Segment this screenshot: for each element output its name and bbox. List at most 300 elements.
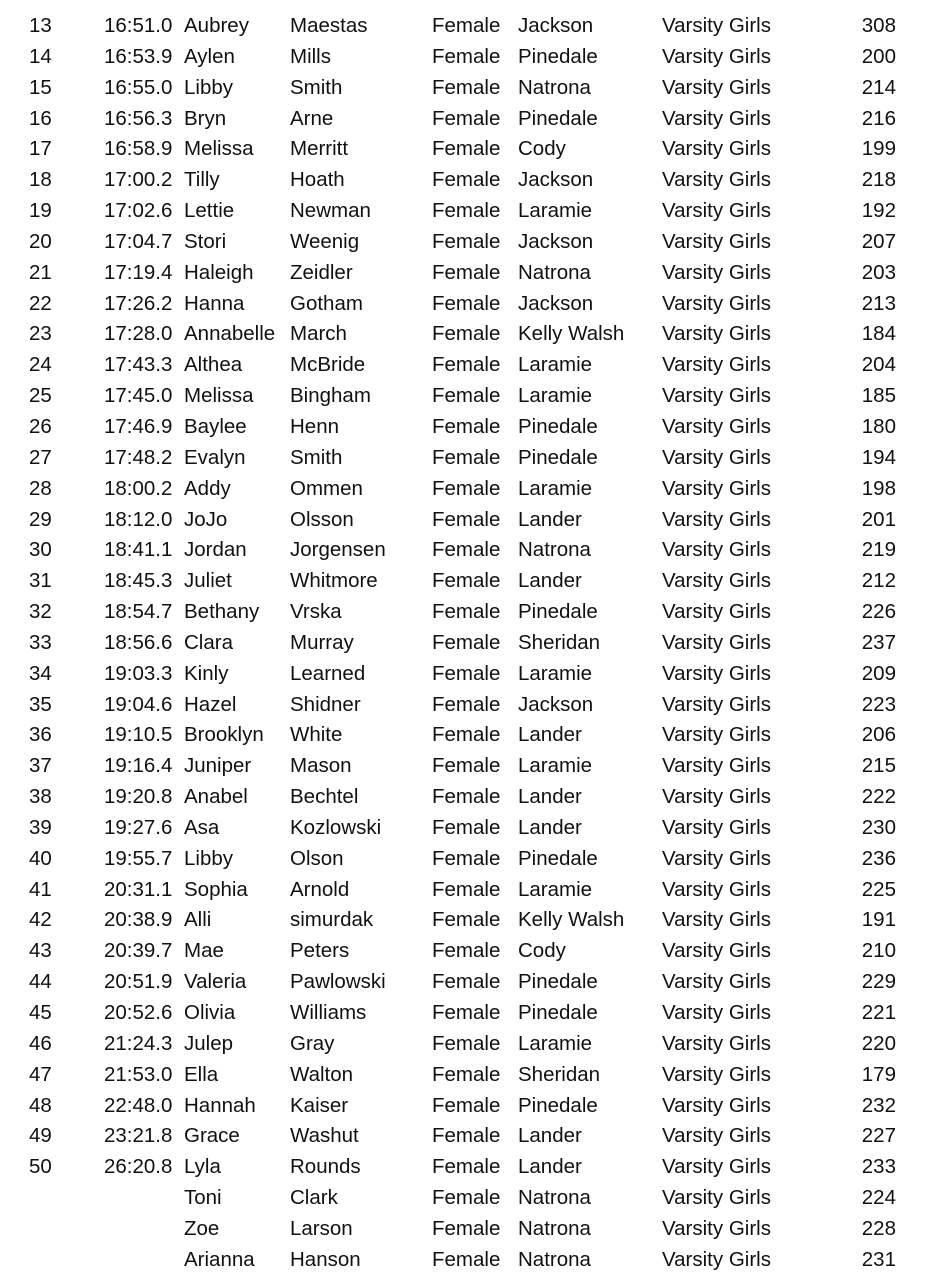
division-cell: Varsity Girls xyxy=(662,692,771,716)
division-cell: Varsity Girls xyxy=(662,260,771,284)
division-cell: Varsity Girls xyxy=(662,168,771,192)
gender-cell: Female xyxy=(432,538,501,562)
first-name-cell: Baylee xyxy=(184,414,247,438)
time-cell: 21:53.0 xyxy=(104,1062,173,1086)
first-name-cell: Juliet xyxy=(184,569,232,593)
gender-cell: Female xyxy=(432,260,501,284)
time-cell: 18:41.1 xyxy=(104,538,173,562)
bib-cell: 222 xyxy=(861,785,896,809)
first-name-cell: Stori xyxy=(184,229,227,253)
team-cell: Laramie xyxy=(518,661,593,685)
time-cell: 20:31.1 xyxy=(104,877,173,901)
table-row xyxy=(0,813,927,844)
table-row xyxy=(0,11,927,42)
table-row xyxy=(0,1060,927,1091)
division-cell: Varsity Girls xyxy=(662,1093,771,1117)
place-cell: 34 xyxy=(29,661,52,685)
place-cell: 49 xyxy=(29,1124,52,1148)
table-row xyxy=(0,535,927,566)
place-cell: 31 xyxy=(29,569,52,593)
gender-cell: Female xyxy=(432,137,501,161)
gender-cell: Female xyxy=(432,1186,501,1210)
last-name-cell: Bingham xyxy=(290,384,371,408)
last-name-cell: Olsson xyxy=(290,507,354,531)
place-cell: 47 xyxy=(29,1062,52,1086)
gender-cell: Female xyxy=(432,939,501,963)
bib-cell: 204 xyxy=(861,353,896,377)
division-cell: Varsity Girls xyxy=(662,1124,771,1148)
time-cell: 19:27.6 xyxy=(104,815,173,839)
gender-cell: Female xyxy=(432,229,501,253)
table-row xyxy=(0,104,927,135)
time-cell: 17:43.3 xyxy=(104,353,173,377)
place-cell: 38 xyxy=(29,785,52,809)
team-cell: Natrona xyxy=(518,260,591,284)
table-row xyxy=(0,1245,927,1276)
team-cell: Laramie xyxy=(518,877,593,901)
time-cell: 16:55.0 xyxy=(104,75,173,99)
division-cell: Varsity Girls xyxy=(662,600,771,624)
table-row xyxy=(0,381,927,412)
gender-cell: Female xyxy=(432,692,501,716)
team-cell: Laramie xyxy=(518,353,593,377)
place-cell: 42 xyxy=(29,908,52,932)
last-name-cell: Newman xyxy=(290,199,371,223)
place-cell: 14 xyxy=(29,44,52,68)
table-row xyxy=(0,597,927,628)
gender-cell: Female xyxy=(432,507,501,531)
division-cell: Varsity Girls xyxy=(662,384,771,408)
place-cell: 23 xyxy=(29,322,52,346)
bib-cell: 203 xyxy=(861,260,896,284)
first-name-cell: Brooklyn xyxy=(184,723,264,747)
table-row xyxy=(0,628,927,659)
bib-cell: 233 xyxy=(861,1155,896,1179)
team-cell: Pinedale xyxy=(518,1093,598,1117)
place-cell: 33 xyxy=(29,630,52,654)
bib-cell: 212 xyxy=(861,569,896,593)
team-cell: Pinedale xyxy=(518,970,598,994)
first-name-cell: Valeria xyxy=(184,970,247,994)
first-name-cell: Kinly xyxy=(184,661,229,685)
time-cell: 18:54.7 xyxy=(104,600,173,624)
place-cell: 16 xyxy=(29,106,52,130)
gender-cell: Female xyxy=(432,908,501,932)
last-name-cell: Peters xyxy=(290,939,350,963)
table-row xyxy=(0,505,927,536)
division-cell: Varsity Girls xyxy=(662,199,771,223)
gender-cell: Female xyxy=(432,14,501,37)
team-cell: Jackson xyxy=(518,14,594,37)
last-name-cell: Henn xyxy=(290,414,340,438)
gender-cell: Female xyxy=(432,1031,501,1055)
bib-cell: 236 xyxy=(861,846,896,870)
team-cell: Natrona xyxy=(518,1186,591,1210)
team-cell: Jackson xyxy=(518,168,594,192)
team-cell: Sheridan xyxy=(518,1062,601,1086)
place-cell: 21 xyxy=(29,260,52,284)
team-cell: Lander xyxy=(518,1124,582,1148)
last-name-cell: Arnold xyxy=(290,877,350,901)
first-name-cell: Grace xyxy=(184,1124,240,1148)
team-cell: Lander xyxy=(518,785,582,809)
division-cell: Varsity Girls xyxy=(662,970,771,994)
time-cell: 18:00.2 xyxy=(104,476,173,500)
bib-cell: 225 xyxy=(861,877,896,901)
gender-cell: Female xyxy=(432,414,501,438)
bib-cell: 230 xyxy=(861,815,896,839)
division-cell: Varsity Girls xyxy=(662,106,771,130)
time-cell: 20:39.7 xyxy=(104,939,173,963)
gender-cell: Female xyxy=(432,44,501,68)
last-name-cell: Jorgensen xyxy=(290,538,386,562)
table-row xyxy=(0,782,927,813)
team-cell: Natrona xyxy=(518,538,591,562)
last-name-cell: Weenig xyxy=(290,229,360,253)
time-cell: 16:51.0 xyxy=(104,14,173,37)
first-name-cell: Toni xyxy=(184,1186,222,1210)
last-name-cell: Vrska xyxy=(290,600,342,624)
time-cell: 18:45.3 xyxy=(104,569,173,593)
division-cell: Varsity Girls xyxy=(662,538,771,562)
first-name-cell: Bryn xyxy=(184,106,227,130)
division-cell: Varsity Girls xyxy=(662,754,771,778)
time-cell: 16:56.3 xyxy=(104,106,173,130)
last-name-cell: Whitmore xyxy=(290,569,378,593)
gender-cell: Female xyxy=(432,600,501,624)
gender-cell: Female xyxy=(432,630,501,654)
team-cell: Laramie xyxy=(518,384,593,408)
team-cell: Natrona xyxy=(518,1247,591,1271)
bib-cell: 220 xyxy=(861,1031,896,1055)
gender-cell: Female xyxy=(432,815,501,839)
table-row xyxy=(0,566,927,597)
last-name-cell: Hoath xyxy=(290,168,345,192)
last-name-cell: Shidner xyxy=(290,692,361,716)
table-row xyxy=(0,1183,927,1214)
time-cell: 18:12.0 xyxy=(104,507,173,531)
place-cell: 22 xyxy=(29,291,52,315)
first-name-cell: Anabel xyxy=(184,785,248,809)
division-cell: Varsity Girls xyxy=(662,445,771,469)
first-name-cell: Libby xyxy=(184,846,234,870)
table-row xyxy=(0,196,927,227)
division-cell: Varsity Girls xyxy=(662,1155,771,1179)
table-row xyxy=(0,134,927,165)
bib-cell: 210 xyxy=(861,939,896,963)
first-name-cell: Melissa xyxy=(184,384,254,408)
first-name-cell: Juniper xyxy=(184,754,252,778)
division-cell: Varsity Girls xyxy=(662,569,771,593)
place-cell: 17 xyxy=(29,137,52,161)
place-cell: 26 xyxy=(29,414,52,438)
bib-cell: 308 xyxy=(861,14,896,37)
first-name-cell: Jordan xyxy=(184,538,247,562)
division-cell: Varsity Girls xyxy=(662,353,771,377)
team-cell: Pinedale xyxy=(518,600,598,624)
team-cell: Kelly Walsh xyxy=(518,908,625,932)
division-cell: Varsity Girls xyxy=(662,291,771,315)
last-name-cell: Williams xyxy=(290,1001,367,1024)
first-name-cell: Ella xyxy=(184,1062,219,1086)
last-name-cell: Olson xyxy=(290,846,344,870)
first-name-cell: Annabelle xyxy=(184,322,276,346)
first-name-cell: Clara xyxy=(184,630,233,654)
team-cell: Lander xyxy=(518,569,582,593)
team-cell: Jackson xyxy=(518,692,594,716)
place-cell: 24 xyxy=(29,353,52,377)
gender-cell: Female xyxy=(432,569,501,593)
division-cell: Varsity Girls xyxy=(662,322,771,346)
team-cell: Pinedale xyxy=(518,846,598,870)
first-name-cell: Althea xyxy=(184,353,243,377)
place-cell: 20 xyxy=(29,229,52,253)
gender-cell: Female xyxy=(432,970,501,994)
bib-cell: 231 xyxy=(861,1247,896,1271)
time-cell: 19:04.6 xyxy=(104,692,173,716)
last-name-cell: Clark xyxy=(290,1186,338,1210)
first-name-cell: Sophia xyxy=(184,877,248,901)
bib-cell: 229 xyxy=(861,970,896,994)
time-cell: 20:38.9 xyxy=(104,908,173,932)
bib-cell: 199 xyxy=(861,137,896,161)
time-cell: 19:20.8 xyxy=(104,785,173,809)
gender-cell: Female xyxy=(432,199,501,223)
last-name-cell: Gray xyxy=(290,1031,335,1055)
table-row xyxy=(0,227,927,258)
first-name-cell: Asa xyxy=(184,815,220,839)
table-row xyxy=(0,319,927,350)
first-name-cell: Aubrey xyxy=(184,14,249,37)
place-cell: 36 xyxy=(29,723,52,747)
place-cell: 39 xyxy=(29,815,52,839)
place-cell: 45 xyxy=(29,1001,52,1024)
last-name-cell: Kaiser xyxy=(290,1093,349,1117)
last-name-cell: Ommen xyxy=(290,476,363,500)
first-name-cell: Lyla xyxy=(184,1155,221,1179)
bib-cell: 214 xyxy=(861,75,896,99)
division-cell: Varsity Girls xyxy=(662,939,771,963)
bib-cell: 198 xyxy=(861,476,896,500)
last-name-cell: Bechtel xyxy=(290,785,359,809)
place-cell: 48 xyxy=(29,1093,52,1117)
gender-cell: Female xyxy=(432,754,501,778)
place-cell: 35 xyxy=(29,692,52,716)
gender-cell: Female xyxy=(432,1124,501,1148)
place-cell: 44 xyxy=(29,970,52,994)
time-cell: 17:04.7 xyxy=(104,229,173,253)
time-cell: 19:16.4 xyxy=(104,754,173,778)
first-name-cell: Zoe xyxy=(184,1216,220,1240)
last-name-cell: Maestas xyxy=(290,14,368,37)
division-cell: Varsity Girls xyxy=(662,44,771,68)
team-cell: Jackson xyxy=(518,291,594,315)
first-name-cell: Melissa xyxy=(184,137,254,161)
last-name-cell: Murray xyxy=(290,630,354,654)
gender-cell: Female xyxy=(432,353,501,377)
table-row xyxy=(0,875,927,906)
time-cell: 17:02.6 xyxy=(104,199,173,223)
bib-cell: 206 xyxy=(861,723,896,747)
bib-cell: 209 xyxy=(861,661,896,685)
division-cell: Varsity Girls xyxy=(662,229,771,253)
division-cell: Varsity Girls xyxy=(662,630,771,654)
table-row xyxy=(0,690,927,721)
table-row xyxy=(0,474,927,505)
last-name-cell: Smith xyxy=(290,445,343,469)
table-row xyxy=(0,936,927,967)
place-cell: 15 xyxy=(29,75,52,99)
team-cell: Laramie xyxy=(518,476,593,500)
gender-cell: Female xyxy=(432,1155,501,1179)
team-cell: Cody xyxy=(518,939,566,963)
last-name-cell: McBride xyxy=(290,353,366,377)
gender-cell: Female xyxy=(432,291,501,315)
table-row xyxy=(0,42,927,73)
team-cell: Pinedale xyxy=(518,106,598,130)
bib-cell: 215 xyxy=(861,754,896,778)
table-row xyxy=(0,1091,927,1122)
time-cell: 26:20.8 xyxy=(104,1155,173,1179)
gender-cell: Female xyxy=(432,1093,501,1117)
time-cell: 19:10.5 xyxy=(104,723,173,747)
gender-cell: Female xyxy=(432,1001,501,1024)
last-name-cell: Smith xyxy=(290,75,343,99)
table-row xyxy=(0,350,927,381)
division-cell: Varsity Girls xyxy=(662,507,771,531)
division-cell: Varsity Girls xyxy=(662,846,771,870)
team-cell: Lander xyxy=(518,1155,582,1179)
time-cell: 23:21.8 xyxy=(104,1124,173,1148)
bib-cell: 191 xyxy=(861,908,896,932)
first-name-cell: Alli xyxy=(184,908,212,932)
place-cell: 19 xyxy=(29,199,52,223)
gender-cell: Female xyxy=(432,723,501,747)
first-name-cell: Mae xyxy=(184,939,224,963)
division-cell: Varsity Girls xyxy=(662,1062,771,1086)
team-cell: Laramie xyxy=(518,199,593,223)
last-name-cell: White xyxy=(290,723,343,747)
gender-cell: Female xyxy=(432,1247,501,1271)
table-row xyxy=(0,258,927,289)
team-cell: Kelly Walsh xyxy=(518,322,625,346)
first-name-cell: Hannah xyxy=(184,1093,256,1117)
first-name-cell: Haleigh xyxy=(184,260,254,284)
bib-cell: 213 xyxy=(861,291,896,315)
table-row xyxy=(0,165,927,196)
last-name-cell: Hanson xyxy=(290,1247,361,1271)
table-row xyxy=(0,844,927,875)
table-row xyxy=(0,412,927,443)
division-cell: Varsity Girls xyxy=(662,877,771,901)
team-cell: Laramie xyxy=(518,1031,593,1055)
bib-cell: 200 xyxy=(861,44,896,68)
place-cell: 50 xyxy=(29,1155,52,1179)
table-row xyxy=(0,1121,927,1152)
team-cell: Lander xyxy=(518,507,582,531)
first-name-cell: Evalyn xyxy=(184,445,246,469)
time-cell: 17:26.2 xyxy=(104,291,173,315)
time-cell: 17:19.4 xyxy=(104,260,173,284)
bib-cell: 207 xyxy=(861,229,896,253)
team-cell: Jackson xyxy=(518,229,594,253)
gender-cell: Female xyxy=(432,168,501,192)
gender-cell: Female xyxy=(432,106,501,130)
team-cell: Lander xyxy=(518,723,582,747)
table-row xyxy=(0,659,927,690)
bib-cell: 184 xyxy=(861,322,896,346)
last-name-cell: Zeidler xyxy=(290,260,353,284)
place-cell: 40 xyxy=(29,846,52,870)
last-name-cell: Merritt xyxy=(290,137,349,161)
division-cell: Varsity Girls xyxy=(662,75,771,99)
division-cell: Varsity Girls xyxy=(662,1001,771,1024)
gender-cell: Female xyxy=(432,322,501,346)
time-cell: 21:24.3 xyxy=(104,1031,173,1055)
gender-cell: Female xyxy=(432,846,501,870)
first-name-cell: Lettie xyxy=(184,199,235,223)
table-row xyxy=(0,967,927,998)
place-cell: 29 xyxy=(29,507,52,531)
last-name-cell: Mills xyxy=(290,44,331,68)
gender-cell: Female xyxy=(432,877,501,901)
bib-cell: 226 xyxy=(861,600,896,624)
last-name-cell: March xyxy=(290,322,347,346)
team-cell: Sheridan xyxy=(518,630,601,654)
bib-cell: 221 xyxy=(861,1001,896,1024)
last-name-cell: Mason xyxy=(290,754,352,778)
bib-cell: 223 xyxy=(861,692,896,716)
first-name-cell: Libby xyxy=(184,75,234,99)
time-cell: 16:58.9 xyxy=(104,137,173,161)
last-name-cell: Arne xyxy=(290,106,334,130)
team-cell: Natrona xyxy=(518,1216,591,1240)
last-name-cell: Larson xyxy=(290,1216,353,1240)
first-name-cell: Aylen xyxy=(184,44,235,68)
place-cell: 28 xyxy=(29,476,52,500)
table-row xyxy=(0,73,927,104)
time-cell: 17:48.2 xyxy=(104,445,173,469)
division-cell: Varsity Girls xyxy=(662,14,771,37)
bib-cell: 218 xyxy=(861,168,896,192)
first-name-cell: Hazel xyxy=(184,692,237,716)
place-cell: 41 xyxy=(29,877,52,901)
gender-cell: Female xyxy=(432,1062,501,1086)
division-cell: Varsity Girls xyxy=(662,1247,771,1271)
division-cell: Varsity Girls xyxy=(662,661,771,685)
gender-cell: Female xyxy=(432,476,501,500)
last-name-cell: Walton xyxy=(290,1062,354,1086)
table-row xyxy=(0,751,927,782)
place-cell: 37 xyxy=(29,754,52,778)
gender-cell: Female xyxy=(432,1216,501,1240)
table-row xyxy=(0,1152,927,1183)
time-cell: 17:46.9 xyxy=(104,414,173,438)
team-cell: Pinedale xyxy=(518,414,598,438)
division-cell: Varsity Girls xyxy=(662,723,771,747)
time-cell: 17:00.2 xyxy=(104,168,173,192)
time-cell: 19:55.7 xyxy=(104,846,173,870)
place-cell: 43 xyxy=(29,939,52,963)
last-name-cell: Washut xyxy=(290,1124,359,1148)
division-cell: Varsity Girls xyxy=(662,137,771,161)
team-cell: Lander xyxy=(518,815,582,839)
table-row xyxy=(0,1029,927,1060)
first-name-cell: Arianna xyxy=(184,1247,255,1271)
team-cell: Natrona xyxy=(518,75,591,99)
time-cell: 20:52.6 xyxy=(104,1001,173,1024)
gender-cell: Female xyxy=(432,785,501,809)
